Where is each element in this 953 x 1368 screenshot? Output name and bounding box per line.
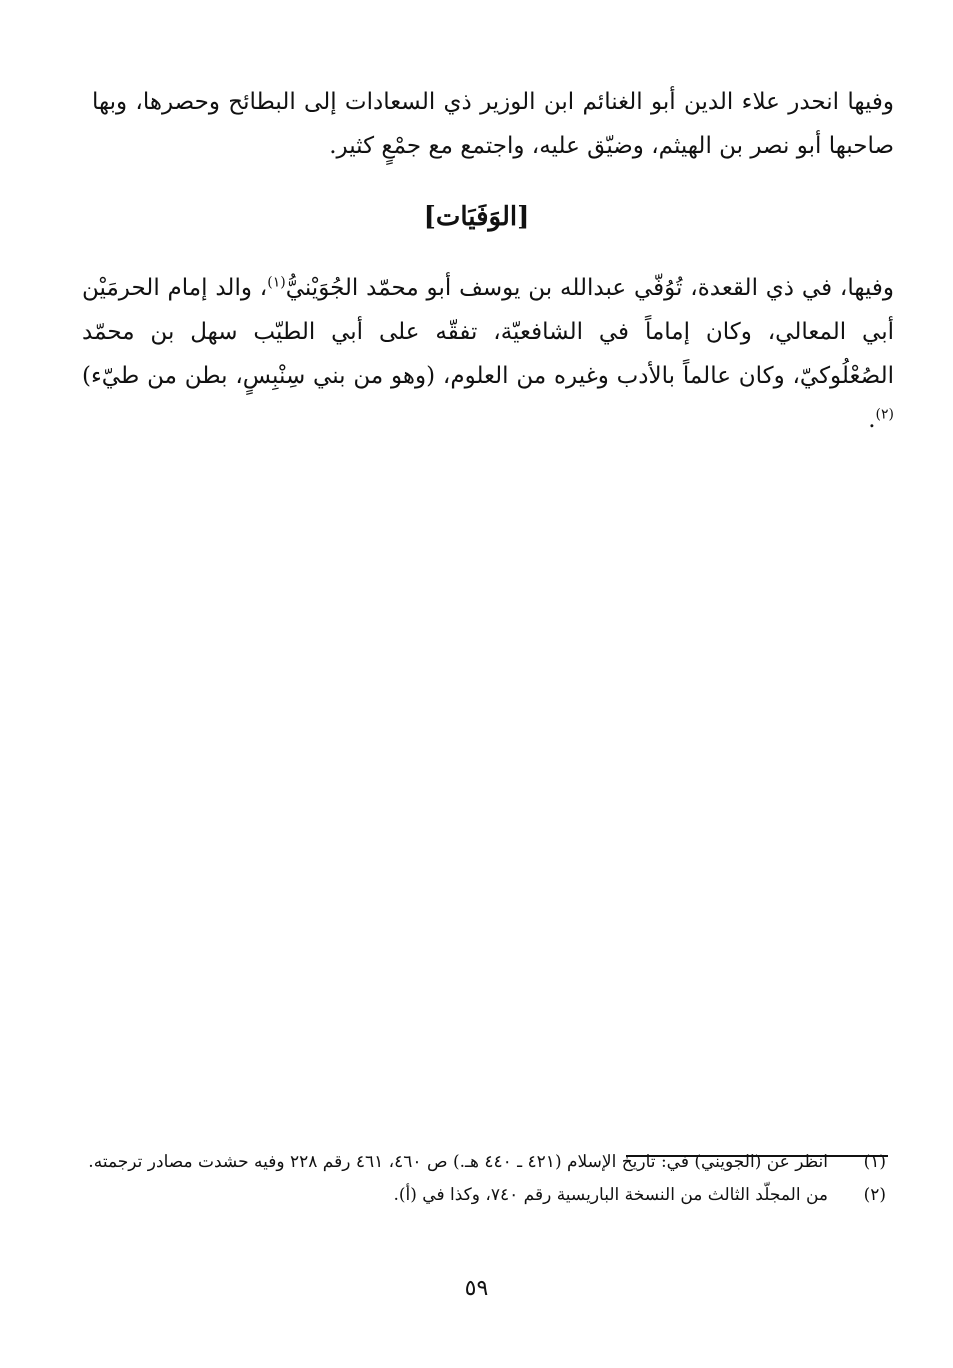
page-number: ٥٩	[464, 1276, 489, 1301]
footnote-number: (٢)	[863, 1185, 886, 1205]
footnotes	[80, 1146, 890, 1212]
juwayni-text-part1: وفيها، في ذي القعدة، تُوُفّي عبدالله بن يوسف أبو محمّد الجُوَيْنيُّ	[285, 275, 894, 301]
footnote-2	[80, 1179, 890, 1212]
juwayni-text-part2: ، والد إمام الحرمَيْن أبي المعالي، وكان إماماً في الشافعيّة، تفقّه على أبي الطيّب سهل بن محمّد الصُعْلُوكيّ، وكان عالماً بالأدب وغيره من العلوم، (وهو من بني سِنْبِسٍ، بطن من طيّء)	[82, 275, 894, 389]
footnote-reference-1[interactable]: (١)	[267, 274, 286, 291]
footnote-number: (١)	[863, 1152, 886, 1172]
juwayni-text-end: .	[868, 407, 876, 433]
section-heading-deaths: [الوَفَيَات]	[423, 202, 530, 232]
footnote-reference-2[interactable]: (٢)	[875, 406, 894, 423]
footnote-1	[80, 1146, 890, 1179]
paragraph-juwayni	[82, 266, 894, 442]
paragraph-battaih: وفيها انحدر علاء الدين أبو الغنائم ابن الوزير ذي السعادات إلى البطائح وحصرها، وبها صاحبها أبو نصر بن الهيثم، وضيّق عليه، واجتمع مع جمْعٍ كثير.	[92, 89, 894, 159]
footnote-text: من المجلّد الثالث من النسخة الباريسية رقم ٧٤٠، وكذا في (أ).	[393, 1185, 828, 1205]
footnote-text: انظر عن (الجويني) في: تاريخ الإسلام (٤٢١ ـ ٤٤٠ هـ.) ص ٤٦٠، ٤٦١ رقم ٢٢٨ وفيه حشدت مصادر ترجمته.	[88, 1152, 828, 1172]
